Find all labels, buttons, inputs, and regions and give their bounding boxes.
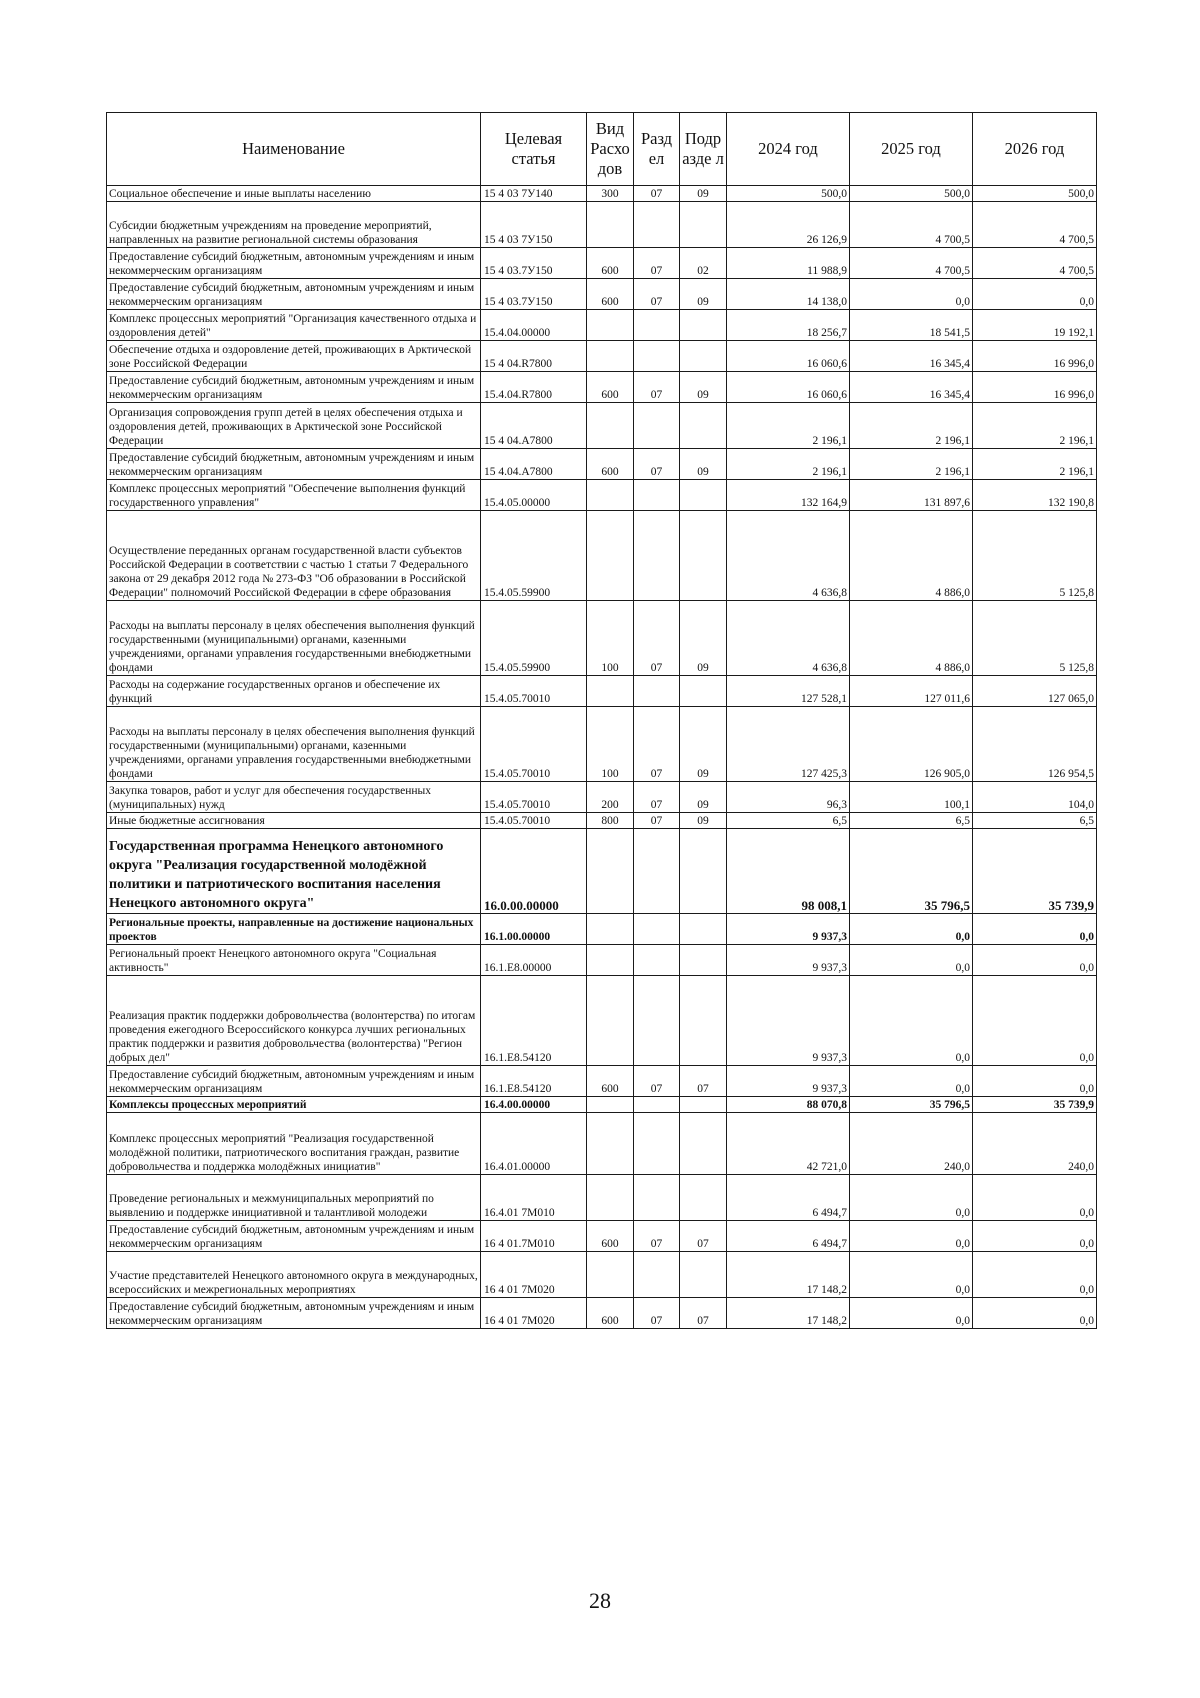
cell-code: 16.1.Е8.00000: [481, 945, 587, 976]
cell-v2024: 4 636,8: [727, 511, 850, 601]
cell-vid: 100: [587, 601, 634, 676]
cell-v2025: 0,0: [850, 1175, 973, 1221]
cell-name: Проведение региональных и межмуниципальных мероприятий по выявлению и поддержке инициативной и талантливой молодежи: [107, 1175, 481, 1221]
cell-razd: 07: [634, 279, 680, 310]
cell-podr: 07: [680, 1066, 727, 1097]
cell-v2026: 16 996,0: [973, 372, 1097, 403]
cell-v2025: 0,0: [850, 914, 973, 945]
cell-name: Региональные проекты, направленные на достижение национальных проектов: [107, 914, 481, 945]
cell-v2026: 0,0: [973, 1298, 1097, 1329]
cell-v2024: 9 937,3: [727, 976, 850, 1066]
cell-code: 15 4 03.7У150: [481, 248, 587, 279]
cell-podr: [680, 310, 727, 341]
cell-code: 16.1.00.00000: [481, 914, 587, 945]
cell-name: Предоставление субсидий бюджетным, автономным учреждениям и иным некоммерческим организациям: [107, 1221, 481, 1252]
cell-vid: 600: [587, 1221, 634, 1252]
cell-vid: 800: [587, 813, 634, 829]
cell-v2024: 17 148,2: [727, 1252, 850, 1298]
cell-vid: [587, 829, 634, 914]
cell-podr: 09: [680, 707, 727, 782]
cell-name: Иные бюджетные ассигнования: [107, 813, 481, 829]
cell-podr: [680, 829, 727, 914]
cell-podr: 09: [680, 449, 727, 480]
cell-v2026: 0,0: [973, 279, 1097, 310]
table-row: [107, 480, 1097, 511]
cell-name: Региональный проект Ненецкого автономного округа "Социальная активность": [107, 945, 481, 976]
cell-vid: 600: [587, 372, 634, 403]
cell-podr: [680, 403, 727, 449]
cell-v2026: 500,0: [973, 186, 1097, 202]
cell-v2026: 0,0: [973, 1221, 1097, 1252]
cell-v2024: 14 138,0: [727, 279, 850, 310]
cell-vid: 200: [587, 782, 634, 813]
cell-v2025: 4 886,0: [850, 511, 973, 601]
table-row: [107, 707, 1097, 782]
table-row: [107, 813, 1097, 829]
cell-v2024: 9 937,3: [727, 945, 850, 976]
cell-vid: 600: [587, 449, 634, 480]
cell-name: Предоставление субсидий бюджетным, автономным учреждениям и иным некоммерческим организациям: [107, 279, 481, 310]
cell-code: 15.4.05.70010: [481, 676, 587, 707]
cell-v2025: 16 345,4: [850, 341, 973, 372]
cell-code: 15 4 03 7У140: [481, 186, 587, 202]
cell-v2026: 0,0: [973, 914, 1097, 945]
cell-v2026: 4 700,5: [973, 248, 1097, 279]
cell-code: 15.4.05.59900: [481, 511, 587, 601]
cell-vid: [587, 341, 634, 372]
cell-podr: 09: [680, 372, 727, 403]
cell-v2024: 2 196,1: [727, 403, 850, 449]
cell-v2025: 0,0: [850, 1066, 973, 1097]
table-row: [107, 976, 1097, 1066]
cell-vid: [587, 1252, 634, 1298]
cell-v2024: 88 070,8: [727, 1097, 850, 1113]
cell-name: Расходы на содержание государственных органов и обеспечение их функций: [107, 676, 481, 707]
cell-vid: [587, 310, 634, 341]
cell-vid: 600: [587, 1298, 634, 1329]
cell-razd: 07: [634, 186, 680, 202]
cell-podr: 09: [680, 601, 727, 676]
cell-razd: [634, 1113, 680, 1175]
cell-code: 15.4.05.70010: [481, 782, 587, 813]
cell-code: 15 4 03.7У150: [481, 279, 587, 310]
cell-v2024: 9 937,3: [727, 914, 850, 945]
cell-v2026: 35 739,9: [973, 1097, 1097, 1113]
cell-code: 15.4.05.59900: [481, 601, 587, 676]
cell-vid: [587, 511, 634, 601]
cell-v2024: 18 256,7: [727, 310, 850, 341]
cell-v2026: 0,0: [973, 945, 1097, 976]
page-number: 28: [589, 1588, 611, 1613]
cell-v2025: 2 196,1: [850, 403, 973, 449]
cell-podr: [680, 1097, 727, 1113]
table-row: [107, 1175, 1097, 1221]
cell-razd: 07: [634, 372, 680, 403]
cell-v2024: 127 425,3: [727, 707, 850, 782]
table-row: [107, 1252, 1097, 1298]
cell-vid: [587, 1113, 634, 1175]
table-row: [107, 186, 1097, 202]
cell-podr: [680, 676, 727, 707]
table-row: [107, 449, 1097, 480]
header-2024: 2024 год: [727, 113, 850, 186]
cell-code: 15.4.05.00000: [481, 480, 587, 511]
cell-v2026: 0,0: [973, 1066, 1097, 1097]
cell-razd: [634, 914, 680, 945]
cell-v2025: 4 886,0: [850, 601, 973, 676]
cell-razd: [634, 202, 680, 248]
cell-vid: [587, 976, 634, 1066]
cell-razd: 07: [634, 601, 680, 676]
cell-name: Комплекс процессных мероприятий "Реализация государственной молодёжной политики, патриотического воспитания граждан, развитие добровольчества и поддержка молодёжных инициатив": [107, 1113, 481, 1175]
cell-v2025: 0,0: [850, 1298, 973, 1329]
cell-v2025: 18 541,5: [850, 310, 973, 341]
cell-razd: 07: [634, 1066, 680, 1097]
cell-v2025: 127 011,6: [850, 676, 973, 707]
cell-code: 15.4.04.00000: [481, 310, 587, 341]
cell-code: 16 4 01 7М020: [481, 1252, 587, 1298]
cell-razd: [634, 310, 680, 341]
cell-v2026: 104,0: [973, 782, 1097, 813]
table-header-row: [107, 113, 1097, 186]
cell-name: Расходы на выплаты персоналу в целях обеспечения выполнения функций государственными (муниципальными) органами, казенными учреждениями, органами управления государственными внебюджетными фондами: [107, 601, 481, 676]
table-row: [107, 945, 1097, 976]
table-row: [107, 202, 1097, 248]
cell-name: Предоставление субсидий бюджетным, автономным учреждениям и иным некоммерческим организациям: [107, 372, 481, 403]
cell-name: Социальное обеспечение и иные выплаты населению: [107, 186, 481, 202]
table-row: [107, 1221, 1097, 1252]
table-row: [107, 1113, 1097, 1175]
cell-name: Участие представителей Ненецкого автономного округа в международных, всероссийских и межрегиональных мероприятиях: [107, 1252, 481, 1298]
cell-razd: 07: [634, 782, 680, 813]
header-name: Наименование: [107, 113, 481, 186]
cell-v2024: 500,0: [727, 186, 850, 202]
cell-name: Организация сопровождения групп детей в целях обеспечения отдыха и оздоровления детей, проживающих в Арктической зоне Российской Федерации: [107, 403, 481, 449]
cell-name: Реализация практик поддержки добровольчества (волонтерства) по итогам проведения ежегодного Всероссийского конкурса лучших региональных практик поддержки и развития добровольчества (волонтерства) "Регион добрых дел": [107, 976, 481, 1066]
cell-podr: 09: [680, 279, 727, 310]
cell-vid: 300: [587, 186, 634, 202]
cell-v2025: 0,0: [850, 1221, 973, 1252]
cell-v2026: 2 196,1: [973, 403, 1097, 449]
cell-name: Расходы на выплаты персоналу в целях обеспечения выполнения функций государственными (муниципальными) органами, казенными учреждениями, органами управления государственными внебюджетными фондами: [107, 707, 481, 782]
table-row: [107, 310, 1097, 341]
cell-v2025: 6,5: [850, 813, 973, 829]
cell-v2025: 126 905,0: [850, 707, 973, 782]
cell-v2026: 0,0: [973, 1252, 1097, 1298]
cell-v2026: 5 125,8: [973, 511, 1097, 601]
cell-name: Обеспечение отдыха и оздоровление детей, проживающих в Арктической зоне Российской Федерации: [107, 341, 481, 372]
cell-code: 16.4.01.00000: [481, 1113, 587, 1175]
cell-podr: 09: [680, 813, 727, 829]
cell-name: Государственная программа Ненецкого автономного округа "Реализация государственной молодёжной политики и патриотического воспитания населения Ненецкого автономного округа": [107, 829, 481, 914]
cell-podr: [680, 914, 727, 945]
header-kind: Вид Расхо дов: [587, 113, 634, 186]
cell-v2025: 16 345,4: [850, 372, 973, 403]
cell-name: Осуществление переданных органам государственной власти субъектов Российской Федерации в соответствии с частью 1 статьи 7 Федерального закона от 29 декабря 2012 года № 273-ФЗ "Об образовании в Российской Федерации" полномочий Российской Федерации в сфере образования: [107, 511, 481, 601]
cell-razd: 07: [634, 449, 680, 480]
cell-code: 16.4.01 7М010: [481, 1175, 587, 1221]
cell-name: Предоставление субсидий бюджетным, автономным учреждениям и иным некоммерческим организациям: [107, 248, 481, 279]
cell-v2025: 35 796,5: [850, 829, 973, 914]
cell-v2026: 6,5: [973, 813, 1097, 829]
cell-v2025: 2 196,1: [850, 449, 973, 480]
table-row: [107, 601, 1097, 676]
header-subsection: Подр азде л: [680, 113, 727, 186]
cell-name: Закупка товаров, работ и услуг для обеспечения государственных (муниципальных) нужд: [107, 782, 481, 813]
table-row: [107, 1097, 1097, 1113]
cell-vid: [587, 202, 634, 248]
header-2026: 2026 год: [973, 113, 1097, 186]
cell-v2025: 4 700,5: [850, 202, 973, 248]
cell-v2025: 240,0: [850, 1113, 973, 1175]
cell-code: 15 4 03 7У150: [481, 202, 587, 248]
cell-razd: [634, 945, 680, 976]
cell-code: 15 4.04.А7800: [481, 449, 587, 480]
cell-razd: 07: [634, 1298, 680, 1329]
header-2025: 2025 год: [850, 113, 973, 186]
cell-v2024: 16 060,6: [727, 341, 850, 372]
cell-razd: [634, 1252, 680, 1298]
cell-name: Комплекс процессных мероприятий "Организация качественного отдыха и оздоровления детей": [107, 310, 481, 341]
cell-razd: [634, 480, 680, 511]
table-body: [107, 186, 1097, 1329]
cell-v2026: 16 996,0: [973, 341, 1097, 372]
cell-name: Комплекс процессных мероприятий "Обеспечение выполнения функций государственного управления": [107, 480, 481, 511]
cell-v2024: 4 636,8: [727, 601, 850, 676]
cell-code: 16 4 01 7М020: [481, 1298, 587, 1329]
cell-razd: [634, 403, 680, 449]
cell-v2024: 96,3: [727, 782, 850, 813]
cell-v2025: 131 897,6: [850, 480, 973, 511]
table-row: [107, 1066, 1097, 1097]
cell-v2024: 26 126,9: [727, 202, 850, 248]
cell-code: 16.1.Е8.54120: [481, 1066, 587, 1097]
cell-razd: [634, 829, 680, 914]
cell-vid: 100: [587, 707, 634, 782]
cell-podr: [680, 1252, 727, 1298]
cell-podr: 09: [680, 782, 727, 813]
cell-code: 16.0.00.00000: [481, 829, 587, 914]
cell-vid: [587, 1097, 634, 1113]
cell-podr: 07: [680, 1298, 727, 1329]
cell-v2026: 35 739,9: [973, 829, 1097, 914]
cell-v2025: 0,0: [850, 279, 973, 310]
cell-razd: [634, 1175, 680, 1221]
cell-razd: 07: [634, 248, 680, 279]
cell-v2024: 11 988,9: [727, 248, 850, 279]
cell-name: Субсидии бюджетным учреждениям на проведение мероприятий, направленных на развитие региональной системы образования: [107, 202, 481, 248]
cell-vid: 600: [587, 1066, 634, 1097]
cell-v2026: 132 190,8: [973, 480, 1097, 511]
cell-podr: [680, 1175, 727, 1221]
cell-v2026: 126 954,5: [973, 707, 1097, 782]
cell-razd: [634, 676, 680, 707]
cell-code: 15.4.05.70010: [481, 707, 587, 782]
cell-razd: [634, 341, 680, 372]
cell-v2026: 2 196,1: [973, 449, 1097, 480]
cell-code: 15.4.05.70010: [481, 813, 587, 829]
cell-v2026: 0,0: [973, 1175, 1097, 1221]
cell-v2026: 5 125,8: [973, 601, 1097, 676]
cell-code: 16.1.Е8.54120: [481, 976, 587, 1066]
cell-vid: 600: [587, 248, 634, 279]
cell-code: 15 4 04.А7800: [481, 403, 587, 449]
table-row: [107, 829, 1097, 914]
cell-razd: [634, 511, 680, 601]
cell-razd: [634, 976, 680, 1066]
cell-v2024: 2 196,1: [727, 449, 850, 480]
cell-podr: [680, 976, 727, 1066]
cell-v2025: 35 796,5: [850, 1097, 973, 1113]
cell-podr: 07: [680, 1221, 727, 1252]
cell-razd: 07: [634, 707, 680, 782]
cell-v2026: 4 700,5: [973, 202, 1097, 248]
cell-v2024: 132 164,9: [727, 480, 850, 511]
cell-v2024: 98 008,1: [727, 829, 850, 914]
table-row: [107, 511, 1097, 601]
cell-podr: 02: [680, 248, 727, 279]
cell-podr: 09: [680, 186, 727, 202]
cell-vid: [587, 945, 634, 976]
cell-vid: 600: [587, 279, 634, 310]
cell-vid: [587, 914, 634, 945]
cell-v2024: 127 528,1: [727, 676, 850, 707]
cell-v2024: 42 721,0: [727, 1113, 850, 1175]
table-row: [107, 372, 1097, 403]
table-row: [107, 279, 1097, 310]
cell-v2025: 100,1: [850, 782, 973, 813]
table-row: [107, 914, 1097, 945]
table-row: [107, 403, 1097, 449]
cell-name: Предоставление субсидий бюджетным, автономным учреждениям и иным некоммерческим организациям: [107, 1298, 481, 1329]
cell-v2025: 0,0: [850, 945, 973, 976]
cell-podr: [680, 202, 727, 248]
header-section: Разд ел: [634, 113, 680, 186]
cell-v2026: 240,0: [973, 1113, 1097, 1175]
cell-name: Предоставление субсидий бюджетным, автономным учреждениям и иным некоммерческим организациям: [107, 1066, 481, 1097]
cell-vid: [587, 676, 634, 707]
cell-razd: 07: [634, 813, 680, 829]
table-row: [107, 676, 1097, 707]
cell-name: Предоставление субсидий бюджетным, автономным учреждениям и иным некоммерческим организациям: [107, 449, 481, 480]
cell-razd: [634, 1097, 680, 1113]
table-row: [107, 248, 1097, 279]
cell-code: 16 4 01.7М010: [481, 1221, 587, 1252]
cell-podr: [680, 1113, 727, 1175]
cell-v2025: 500,0: [850, 186, 973, 202]
table-row: [107, 341, 1097, 372]
cell-v2024: 17 148,2: [727, 1298, 850, 1329]
cell-vid: [587, 403, 634, 449]
cell-podr: [680, 341, 727, 372]
cell-razd: 07: [634, 1221, 680, 1252]
cell-vid: [587, 480, 634, 511]
cell-podr: [680, 945, 727, 976]
cell-v2024: 16 060,6: [727, 372, 850, 403]
cell-podr: [680, 511, 727, 601]
cell-name: Комплексы процессных мероприятий: [107, 1097, 481, 1113]
cell-code: 16.4.00.00000: [481, 1097, 587, 1113]
cell-v2026: 127 065,0: [973, 676, 1097, 707]
cell-v2024: 9 937,3: [727, 1066, 850, 1097]
cell-v2026: 0,0: [973, 976, 1097, 1066]
cell-code: 15.4.04.R7800: [481, 372, 587, 403]
cell-v2024: 6 494,7: [727, 1221, 850, 1252]
budget-table: [106, 112, 1097, 1329]
budget-table-sheet: [106, 112, 1096, 1329]
cell-v2025: 0,0: [850, 976, 973, 1066]
table-row: [107, 1298, 1097, 1329]
cell-podr: [680, 480, 727, 511]
cell-v2026: 19 192,1: [973, 310, 1097, 341]
header-target: Целевая статья: [481, 113, 587, 186]
cell-v2024: 6,5: [727, 813, 850, 829]
cell-v2024: 6 494,7: [727, 1175, 850, 1221]
cell-code: 15 4 04.R7800: [481, 341, 587, 372]
cell-v2025: 0,0: [850, 1252, 973, 1298]
cell-v2025: 4 700,5: [850, 248, 973, 279]
cell-vid: [587, 1175, 634, 1221]
table-row: [107, 782, 1097, 813]
